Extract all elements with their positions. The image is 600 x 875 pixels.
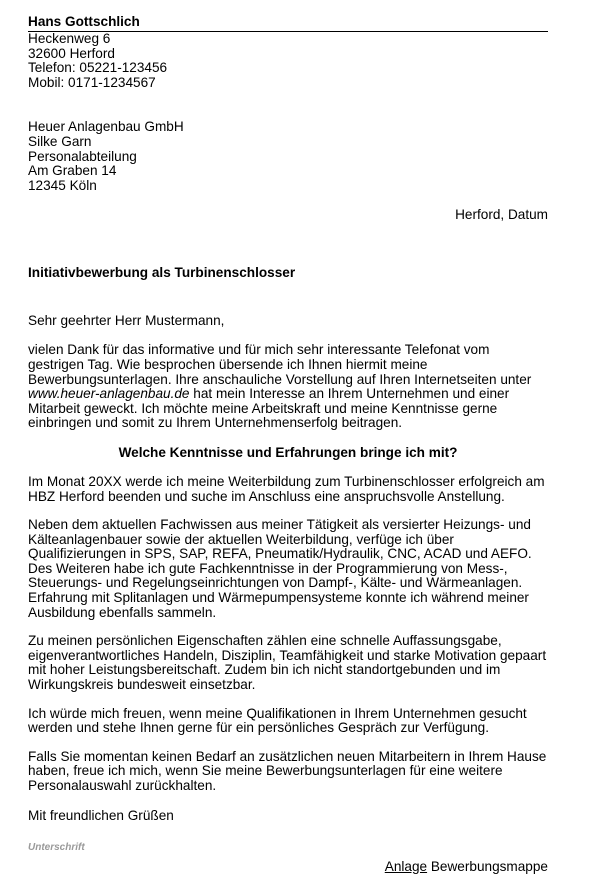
sender-phone: Telefon: 05221-123456 — [28, 60, 168, 76]
sender-mobile: Mobil: 0171-1234567 — [28, 74, 156, 90]
salutation: Sehr geehrter Herr Mustermann, — [28, 313, 225, 329]
enclosure-label: Anlage — [384, 858, 428, 874]
enclosure-text: Bewerbungsmappe — [430, 858, 548, 874]
sender-city: 32600 Herford — [28, 45, 115, 61]
paragraph-training: Im Monat 20XX werde ich meine Weiterbildung zum Turbinenschlosser erfolgreich am HBZ Herford beenden und suche im Anschluss eine anspruchsvolle Anstellung. — [28, 473, 545, 504]
signature-placeholder: Unterschrift — [28, 841, 85, 853]
paragraph-qualities: Zu meinen persönlichen Eigenschaften zählen eine schnelle Auffassungsgabe, eigenverantwortliches Handeln, Disziplin, Teamfähigkeit und starke Motivation gepaart mit hoher Leistungsbereitschaft. Zudem bin ich nicht standortgebunden und im Wirkungskreis bundesweit einsetzbar. — [28, 633, 547, 693]
section-heading: Welche Kenntnisse und Erfahrungen bringe ich mit? — [118, 444, 458, 460]
sender-address — [28, 32, 548, 90]
paragraph-interview: Ich würde mich freuen, wenn meine Qualifikationen in Ihrem Unternehmen gesucht werden und stehe Ihnen gerne für ein persönliches Gespräch zur Verfügung. — [28, 705, 527, 736]
paragraph-intro-end: hat mein Interesse an Ihrem Unternehmen und einer Mitarbeit geweckt. Ich möchte meine Arbeitskraft und meine Kenntnisse gerne einbringen und somit zu Ihrem Unternehmenserfolg beitragen. — [28, 386, 510, 431]
enclosure — [28, 859, 548, 875]
letter — [28, 14, 548, 875]
recipient-city: 12345 Köln — [28, 177, 97, 193]
closing: Mit freundlichen Grüßen — [28, 807, 174, 823]
subject-line: Initiativbewerbung als Turbinenschlosser — [28, 265, 296, 281]
recipient-address — [28, 120, 548, 193]
sender-name: Hans Gottschlich — [28, 14, 548, 32]
paragraph-skills: Neben dem aktuellen Fachwissen aus meiner Tätigkeit als versierter Heizungs- und Kälteanlagenbauer sowie der aktuellen Weiterbildung, verfüge ich über Qualifizierungen in SPS, SAP, REFA, Pneumatik/Hydraulik, CNC, ACAD und AEFO. Des Weiteren habe ich gute Fachkenntnisse in der Programmierung von Mess-, Steuerungs- und Regelungseinrichtungen von Dampf-, Kälte- und Wärmeanlagen. Erfahrung mit Splitanlagen und Wärmepumpensysteme konnte ich während meiner Ausbildung ebenfalls sammeln. — [28, 517, 532, 620]
recipient-street: Am Graben 14 — [28, 163, 117, 179]
recipient-company: Heuer Anlagenbau GmbH — [28, 119, 184, 135]
website-link: www.heuer-anlagenbau.de — [28, 386, 190, 402]
sender-street: Heckenweg 6 — [28, 31, 111, 46]
paragraph-intro — [28, 343, 548, 431]
paragraph-future: Falls Sie momentan keinen Bedarf an zusätzlichen neuen Mitarbeitern in Ihrem Hause haben, freue ich mich, wenn Sie meine Bewerbungsunterlagen für eine weitere Personalauswahl zurückhalten. — [28, 748, 547, 793]
paragraph-intro-start: vielen Dank für das informative und für mich sehr interessante Telefonat vom gestrigen Tag. Wie besprochen übersende ich Ihnen hiermit meine Bewerbungsunterlagen. Ihre anschauliche Vorstellung auf Ihren Internetseiten unter — [28, 342, 532, 387]
recipient-department: Personalabteilung — [28, 148, 137, 164]
place-date: Herford, Datum — [455, 207, 548, 223]
recipient-contact: Silke Garn — [28, 133, 92, 149]
